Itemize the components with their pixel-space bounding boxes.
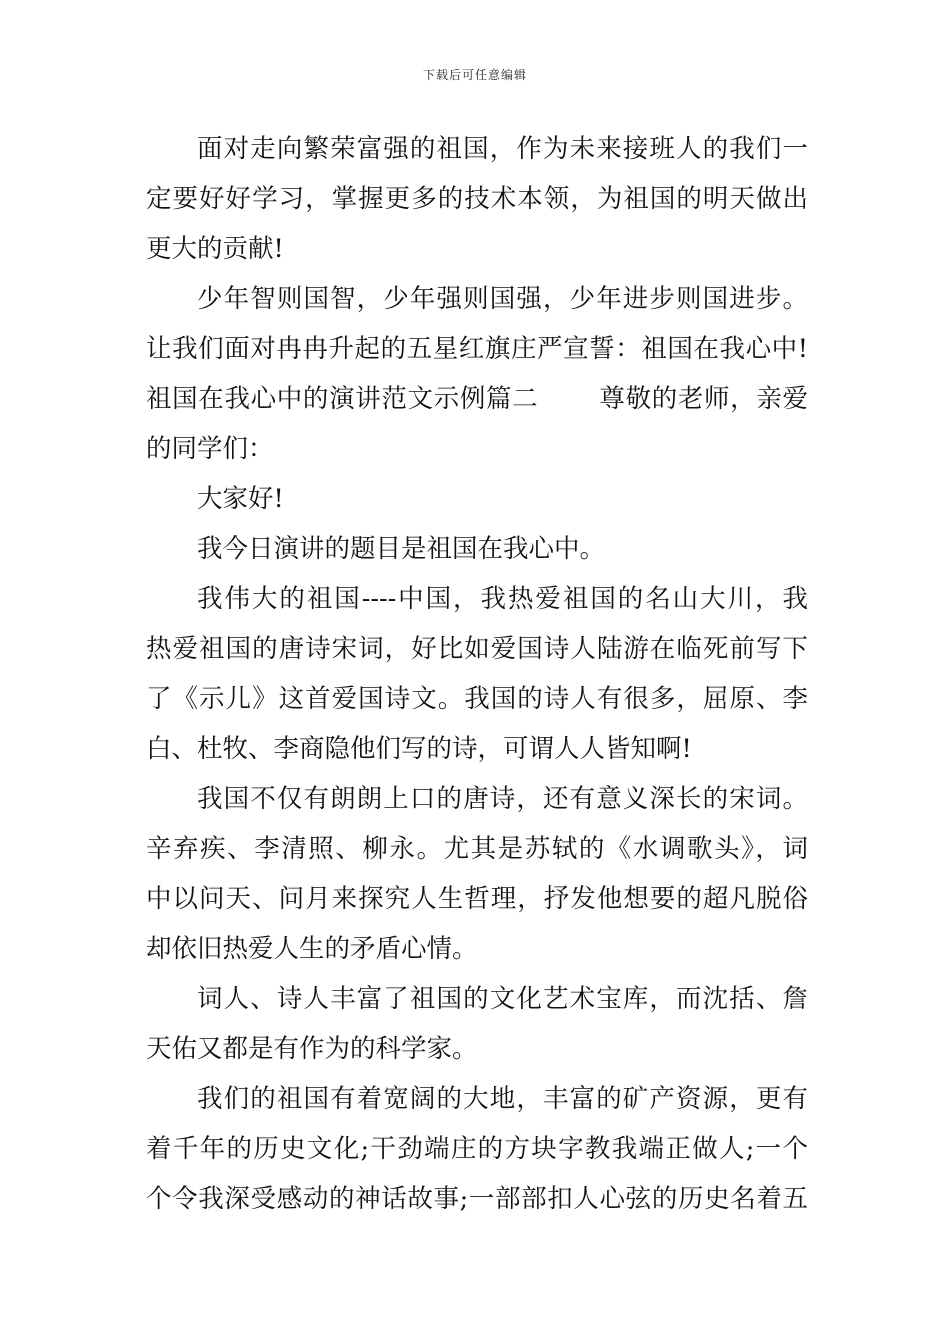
text-line: 更大的贡献!	[146, 234, 284, 264]
text-line: 我国不仅有朗朗上口的唐诗，还有意义深长的宋词。	[197, 784, 808, 814]
text-line: 中以问天、问月来探究人生哲理，抒发他想要的超凡脱俗	[146, 884, 808, 914]
text-line: 我今日演讲的题目是祖国在我心中。	[197, 534, 606, 564]
text-line: 天佑又都是有作为的科学家。	[146, 1034, 478, 1064]
text-line: 却依旧热爱人生的矛盾心情。	[146, 934, 478, 964]
text-line: 让我们面对冉冉升起的五星红旗庄严宣誓：祖国在我心中!	[146, 334, 808, 364]
text-line: 着千年的历史文化;干劲端庄的方块字教我端正做人;一个	[146, 1134, 808, 1164]
text-line: 词人、诗人丰富了祖国的文化艺术宝库，而沈括、詹	[197, 984, 808, 1014]
text-line: 的同学们：	[146, 434, 274, 464]
text-line: 面对走向繁荣富强的祖国，作为未来接班人的我们一	[197, 134, 808, 164]
text-line: 少年智则国智，少年强则国强，少年进步则国进步。	[197, 284, 808, 314]
page-header: 下载后可任意编辑	[422, 68, 527, 82]
text-line: 热爱祖国的唐诗宋词，好比如爱国诗人陆游在临死前写下	[146, 634, 808, 664]
text-line: 了《示儿》这首爱国诗文。我国的诗人有很多，屈原、李	[146, 684, 808, 714]
text-line: 大家好!	[197, 484, 284, 514]
text-line: 白、杜牧、李商隐他们写的诗，可谓人人皆知啊!	[146, 734, 692, 764]
text-line: 祖国在我心中的演讲范文示例篇二 尊敬的老师，亲爱	[146, 384, 808, 414]
text-line: 个令我深受感动的神话故事;一部部扣人心弦的历史名着五	[146, 1184, 808, 1214]
text-line: 我们的祖国有着宽阔的大地，丰富的矿产资源，更有	[197, 1084, 808, 1114]
text-line: 辛弃疾、李清照、柳永。尤其是苏轼的《水调歌头》，词	[146, 834, 808, 864]
text-line: 我伟大的祖国----中国，我热爱祖国的名山大川，我	[197, 584, 808, 614]
text-line: 定要好好学习，掌握更多的技术本领，为祖国的明天做出	[146, 184, 808, 214]
document-body	[146, 124, 808, 1224]
